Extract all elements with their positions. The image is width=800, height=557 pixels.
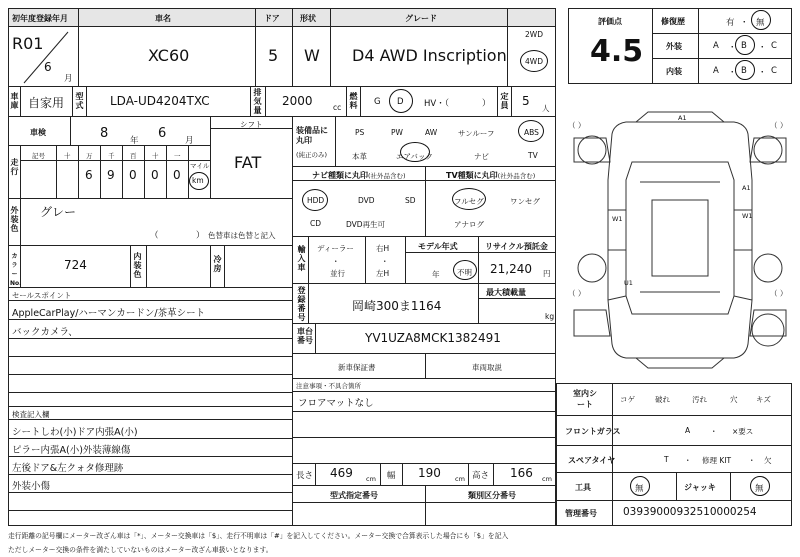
fuel-g: G	[374, 97, 381, 107]
drive-2wd: 2WD	[525, 30, 543, 39]
first-registration-label: 初年度登録年月	[12, 14, 68, 23]
interior-dot-1: ・	[728, 68, 737, 78]
tv-label: TV種類に丸印(社外品含む)	[446, 171, 536, 180]
import-dealer: ディーラー	[317, 244, 354, 253]
spare-dot-2: ・	[748, 456, 756, 465]
jack-value: 無	[755, 484, 764, 494]
import-label: 輸入車	[297, 245, 306, 272]
shift-value: FAT	[234, 153, 262, 172]
digit-5: 0	[151, 168, 159, 182]
tv-fullseg: フルセグ	[454, 197, 484, 206]
car-condition-diagram	[566, 100, 794, 375]
grade-value: D4 AWD Inscription	[352, 46, 507, 65]
digit-header-3: 千	[108, 152, 115, 160]
car-name-label: 車名	[155, 14, 171, 23]
import-parallel: 並行	[330, 269, 345, 278]
selling-point-label: セールスポイント	[12, 291, 72, 300]
interior-sheet-label: 室内シート	[573, 389, 597, 409]
mileage-mark-label: 記号	[32, 152, 45, 160]
digit-header-2: 万	[86, 152, 93, 160]
equip-aw: AW	[425, 128, 438, 137]
chassis-value: YV1UZA8MCK1382491	[365, 331, 501, 345]
equipment-label: 装備品に丸印	[296, 126, 328, 145]
registration-era: R01	[12, 34, 44, 53]
diagram-mark-front: A1	[678, 114, 687, 122]
car-name-value: XC60	[148, 46, 190, 65]
digit-2: 6	[85, 168, 93, 182]
sheet-scratch: キズ	[756, 395, 771, 404]
navi-cd: CD	[310, 219, 322, 228]
navi-dvd: DVD	[358, 196, 375, 205]
import-dealer-dot: ・	[332, 257, 340, 266]
diagram-paren-1: （ ）	[568, 121, 586, 130]
interior-a: A	[713, 66, 719, 76]
color-paren-open: （	[150, 231, 159, 241]
interior-color-label: 内装色	[133, 252, 142, 279]
chassis-label: 車台番号	[297, 327, 313, 345]
shape-value: W	[304, 46, 320, 65]
equip-sunroof: サンルーフ	[458, 129, 495, 138]
score-value: 4.5	[590, 34, 644, 69]
tv-label-sub: (社外品含む)	[497, 172, 536, 180]
use-value: 自家用	[28, 96, 65, 110]
spare-kit: 修理 KIT	[702, 456, 732, 465]
model-year-label: モデル年式	[418, 242, 458, 251]
fuel-label: 燃料	[349, 92, 358, 110]
exterior-dot-2: ・	[758, 43, 767, 53]
digit-header-6: 一	[174, 152, 181, 160]
inspection-note-2: ピラー内張A(小)外装薄線傷	[12, 445, 131, 456]
windshield-label: フロントガラス	[565, 427, 621, 436]
digit-header-1: 十	[64, 152, 71, 160]
mile-label: マイル	[190, 162, 210, 170]
equip-ps: PS	[355, 128, 365, 137]
equip-leather: 本革	[352, 152, 367, 161]
exterior-dot-1: ・	[728, 43, 737, 53]
caution-label: 注意事項・不具合箇所	[296, 382, 361, 390]
width-label: 幅	[387, 471, 396, 481]
tv-analog: アナログ	[454, 220, 484, 229]
spare-t: T	[664, 455, 669, 464]
capacity-value: 5	[522, 94, 530, 108]
windshield-replace: ×要ス	[732, 427, 754, 436]
registration-month: 6	[44, 60, 52, 74]
sheet-tear: 破れ	[655, 395, 670, 404]
repair-no: 無	[756, 18, 765, 28]
digit-4: 0	[129, 168, 137, 182]
equip-navi: ナビ	[474, 152, 489, 161]
displacement-label: 排気量	[253, 88, 262, 115]
import-right-dot: ・	[381, 257, 389, 266]
exterior-label: 外装	[666, 42, 682, 51]
exterior-b: B	[741, 41, 747, 51]
fuel-close: ）	[482, 99, 491, 109]
registration-label: 登録番号	[297, 286, 306, 322]
inspection-year: 8	[100, 126, 109, 141]
diagonal-divider	[20, 30, 70, 85]
warranty-label: 新車保証書	[338, 363, 376, 372]
registration-value: 岡崎300ま1164	[352, 299, 442, 313]
shift-label: シフト	[240, 120, 263, 129]
inspection-year-unit: 年	[130, 136, 139, 146]
repair-label: 修復歴	[661, 17, 685, 26]
width-unit: cm	[455, 475, 465, 483]
navi-sd: SD	[405, 196, 416, 205]
exterior-c: C	[771, 41, 777, 51]
equip-pw: PW	[391, 128, 403, 137]
equipment-label-sub: (純正のみ)	[296, 151, 328, 159]
mgmt-value: 03939000932510000254	[623, 506, 757, 518]
shape-label: 形状	[300, 14, 316, 23]
spare-missing: 欠	[764, 456, 772, 465]
model-label: 型式	[75, 92, 84, 110]
height-label: 高さ	[472, 471, 490, 481]
windshield-dot: ・	[710, 427, 718, 436]
recycle-unit: 円	[543, 269, 551, 278]
cooling-label: 冷房	[213, 255, 222, 273]
sheet-stain: 汚れ	[692, 395, 707, 404]
import-left-h: 左H	[376, 269, 390, 278]
score-label: 評価点	[598, 17, 622, 26]
inspection-note-3: 左後ドア&左クォタ修理跡	[12, 463, 124, 474]
digit-6: 0	[173, 168, 181, 182]
displacement-value: 2000	[282, 94, 313, 108]
digit-header-5: 十	[152, 152, 159, 160]
km-label: km	[192, 176, 204, 185]
doors-value: 5	[268, 46, 279, 65]
tools-value: 無	[635, 484, 644, 494]
inspection-note-4: 外装小傷	[12, 481, 51, 492]
color-no-label: カラーNo.	[10, 253, 22, 287]
footer-line-2: ただしメーター交換の条件を満たしていないものはメーター改ざん車扱いとなります。	[8, 546, 273, 554]
color-no-value: 724	[64, 258, 87, 272]
displacement-unit: cc	[333, 103, 342, 112]
inspection-note-1: シートしわ(小)ドア内張A(小)	[12, 427, 138, 438]
selling-point-line-2: バックカメラ、	[12, 327, 78, 338]
repair-dot: ・	[740, 18, 749, 28]
height-unit: cm	[542, 475, 552, 483]
drive-4wd: 4WD	[525, 57, 543, 66]
class-no-label: 類別区分番号	[468, 491, 516, 500]
model-year-unit: 年	[432, 270, 440, 279]
model-no-label: 型式指定番号	[330, 491, 378, 500]
door-label: ドア	[264, 14, 280, 23]
capacity-unit: 人	[542, 104, 550, 113]
exterior-a: A	[713, 41, 719, 51]
recycle-label: リサイクル預託金	[485, 242, 548, 251]
navi-label: ナビ種類に丸印(社外品含む)	[312, 171, 406, 180]
fuel-d: D	[397, 97, 404, 107]
length-value: 469	[330, 466, 353, 480]
navi-dvd-play: DVD再生可	[346, 220, 386, 229]
fuel-hv: HV・（	[424, 99, 449, 109]
equip-tv: TV	[528, 151, 538, 160]
interior-b: B	[741, 66, 747, 76]
digit-header-4: 百	[130, 152, 137, 160]
sheet-hole: 穴	[730, 395, 738, 404]
max-load-label: 最大積載量	[486, 288, 526, 297]
tools-label: 工具	[575, 483, 591, 492]
color-value: グレー	[40, 205, 77, 219]
manual-label: 車両取説	[472, 363, 502, 372]
recycle-value: 21,240	[490, 262, 532, 276]
equip-airbag: エアバック	[396, 152, 433, 161]
grade-label: グレード	[405, 14, 437, 23]
color-note: 色替車は色替と記入	[208, 231, 276, 240]
width-value: 190	[418, 466, 441, 480]
footer-line-1: 走行距離の記号欄にメーター改ざん車は「*」、メーター交換車は「$」、走行不明車は「#」を記入してください。メーター交換で合算表示した場合にも「$」を記入	[8, 532, 509, 540]
capacity-label: 定員	[500, 92, 509, 110]
month-unit: 月	[64, 74, 73, 84]
inspection-label: 車検	[30, 128, 46, 137]
diagram-paren-2: （ ）	[770, 121, 788, 130]
equip-abs: ABS	[524, 128, 539, 137]
spare-tire-label: スペアタイヤ	[568, 456, 616, 465]
inspection-month-unit: 月	[185, 136, 194, 146]
model-value: LDA-UD4204TXC	[110, 94, 210, 108]
diagram-paren-4: （ ）	[770, 289, 788, 298]
interior-c: C	[771, 66, 777, 76]
length-unit: cm	[366, 475, 376, 483]
inspection-notes-label: 検査記入欄	[12, 410, 50, 419]
inspection-month: 6	[158, 126, 167, 141]
use-label: 車庫	[10, 92, 19, 110]
spare-dot-1: ・	[684, 456, 692, 465]
diagram-mark-rear: A1	[742, 184, 751, 192]
mgmt-label: 管理番号	[565, 509, 597, 518]
caution-value: フロアマットなし	[298, 398, 374, 409]
navi-label-sub: (社外品含む)	[368, 172, 406, 180]
jack-label: ジャッキ	[684, 483, 716, 492]
windshield-a: A	[685, 426, 691, 435]
interior-dot-2: ・	[758, 68, 767, 78]
diagram-paren-3: （ ）	[568, 289, 586, 298]
selling-point-line-1: AppleCarPlay/ハーマンカードン/茶革シート	[12, 308, 206, 319]
mileage-label: 走行	[10, 158, 19, 176]
tv-oneseg: ワンセグ	[510, 197, 540, 206]
navi-hdd: HDD	[307, 196, 325, 205]
length-label: 長さ	[296, 471, 314, 481]
diagram-mark-left: W1	[612, 215, 623, 223]
color-paren-close: ）	[196, 231, 205, 241]
sheet-burn: コゲ	[620, 395, 635, 404]
diagram-mark-u: U1	[624, 279, 633, 287]
max-load-unit: kg	[545, 312, 555, 321]
diagram-mark-right: W1	[742, 212, 753, 220]
model-year-unknown: 不明	[457, 268, 472, 277]
repair-yes: 有	[726, 18, 735, 28]
color-label: 外装色	[10, 206, 19, 233]
import-right-h: 右H	[376, 244, 390, 253]
interior-label: 内装	[666, 67, 682, 76]
height-value: 166	[510, 466, 533, 480]
digit-3: 9	[107, 168, 115, 182]
